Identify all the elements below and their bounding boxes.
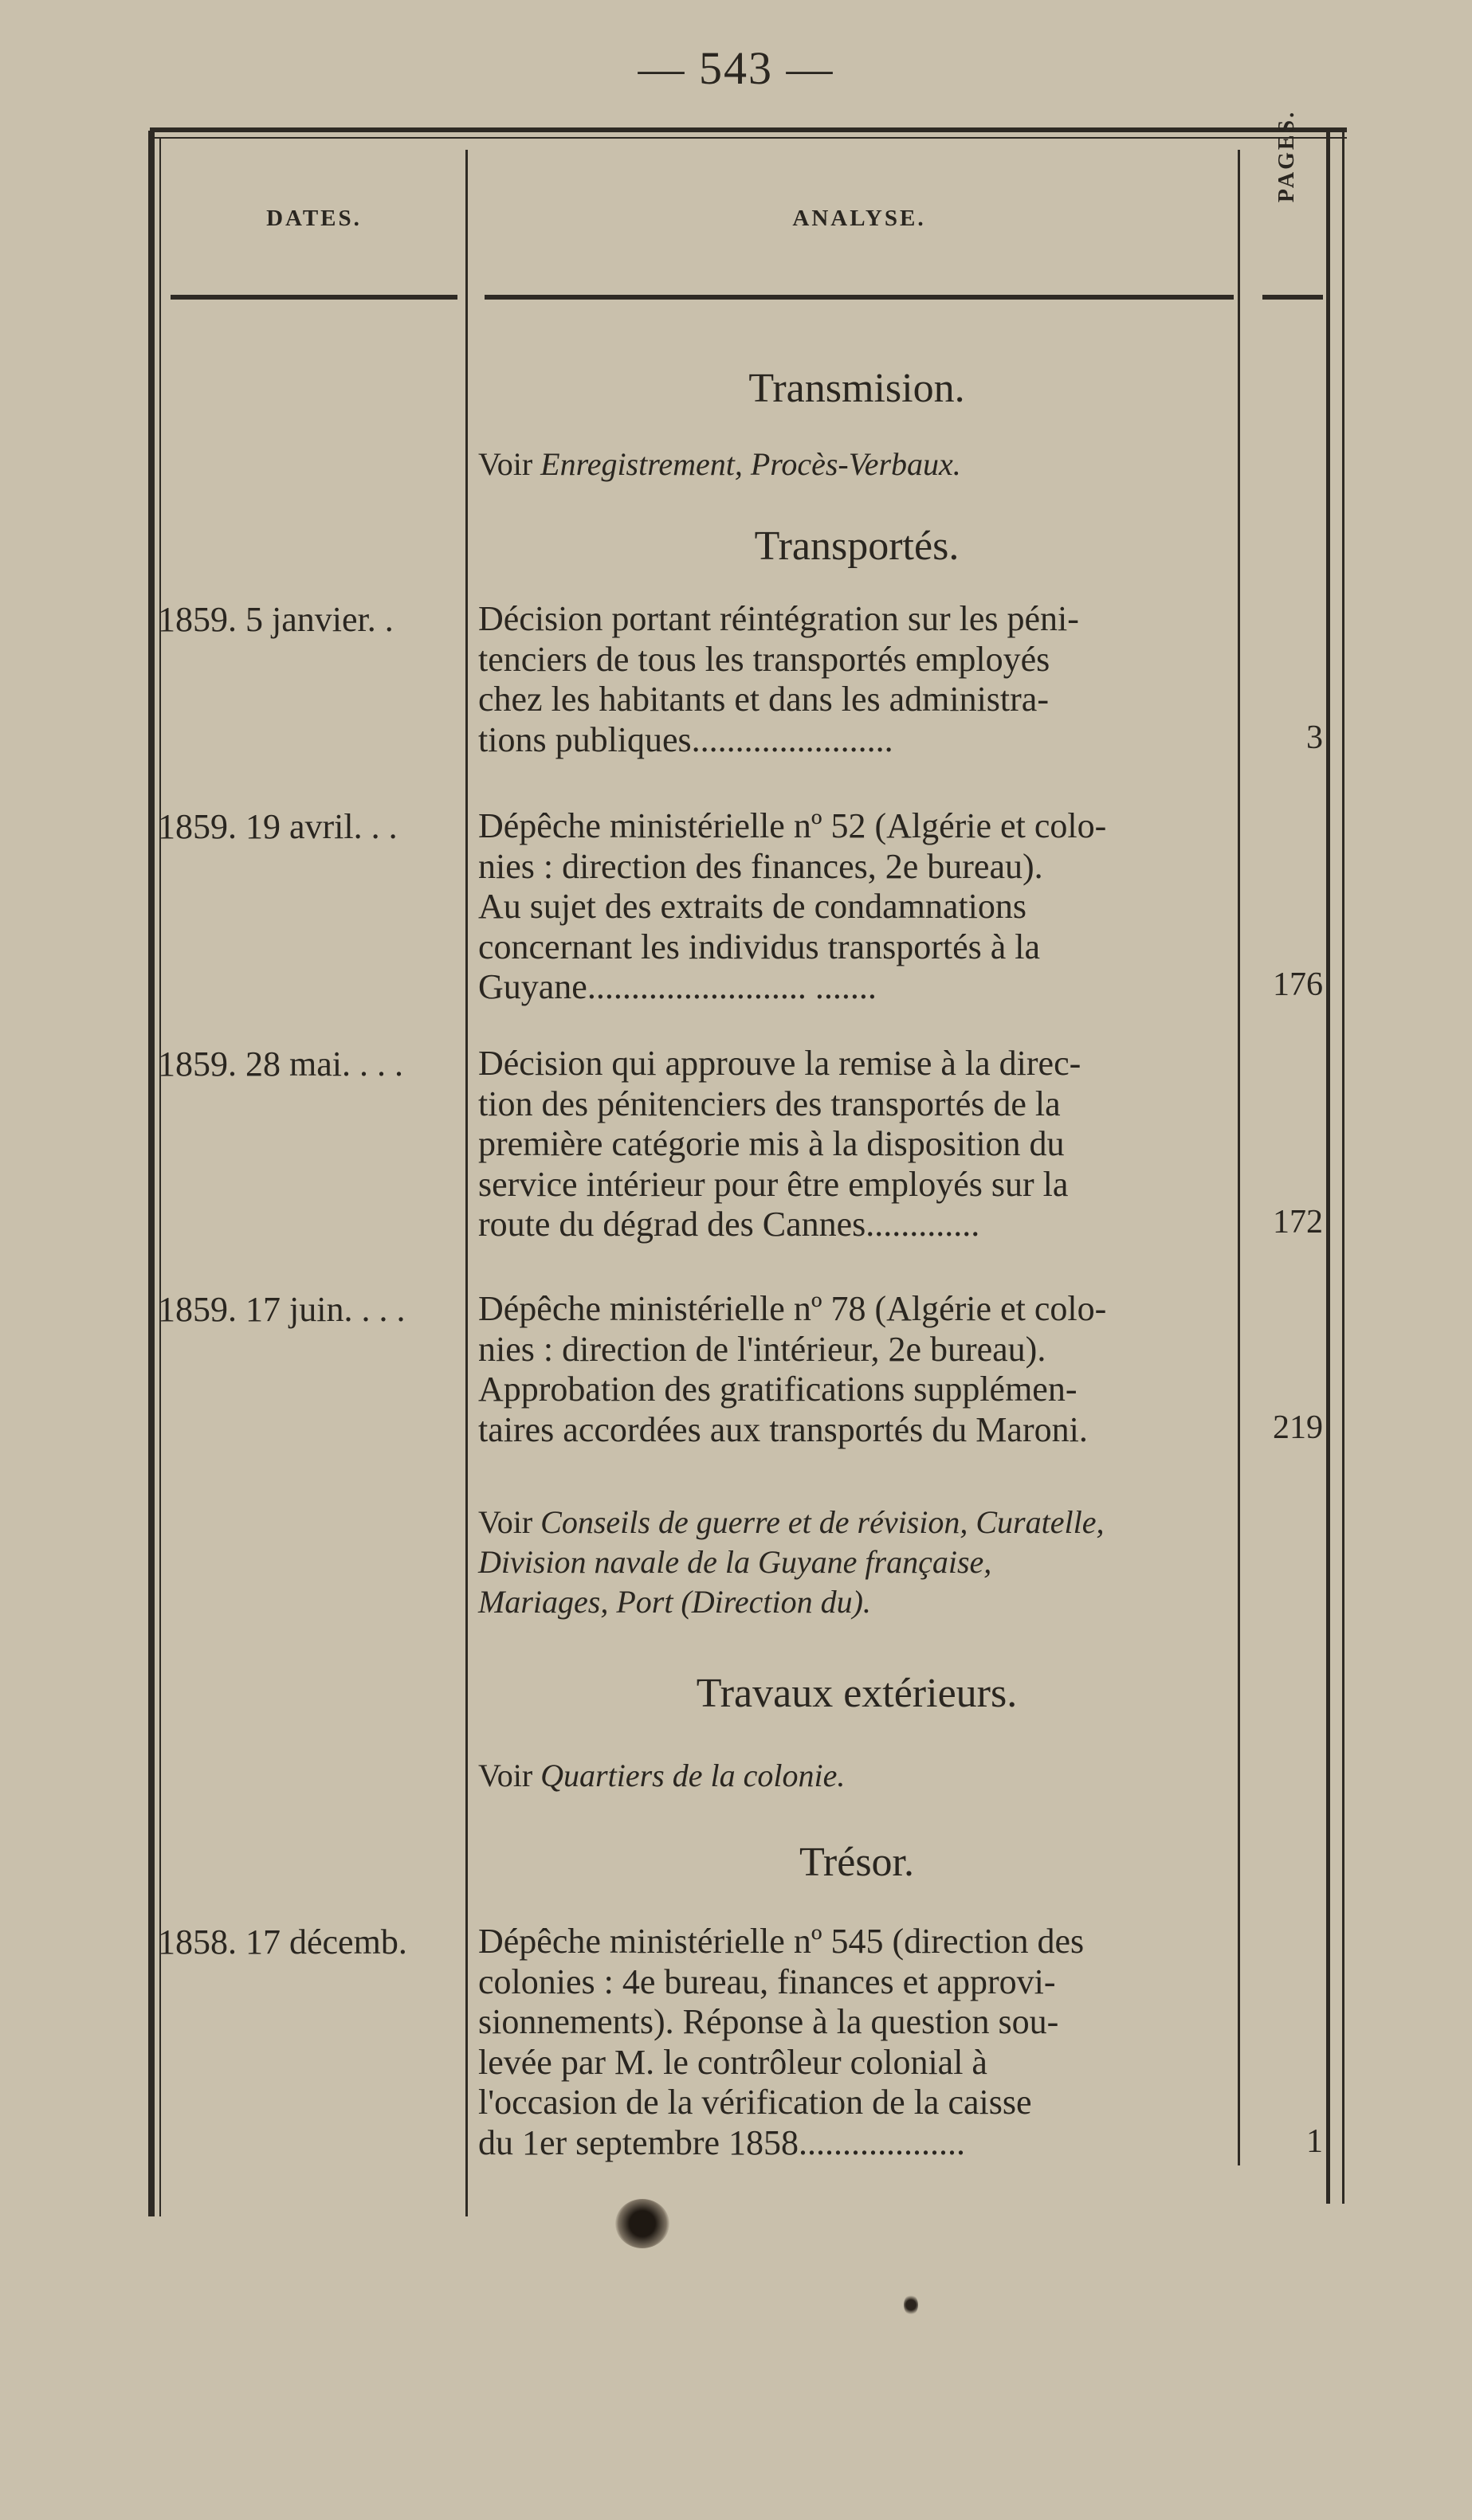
entry-line: colonies : 4e bureau, finances et approvi- — [478, 1962, 1056, 2001]
entry-page: 1 — [1306, 2123, 1323, 2160]
entry-date: 1859. 5 janvier. . — [158, 600, 394, 639]
entry-text — [478, 1922, 1234, 2163]
entry-line: sionnements). Réponse à la question sou- — [478, 2002, 1059, 2041]
table-top-rule — [150, 127, 1347, 132]
entry-text — [478, 599, 1234, 760]
entry-date: 1859. 28 mai. . . . — [158, 1044, 403, 1084]
entry-line: nies : direction de l'intérieur, 2e bureau). — [478, 1329, 1046, 1369]
see-prefix: Voir — [478, 1504, 533, 1540]
header-rule-dates — [171, 295, 457, 300]
entry-line: concernant les individus transportés à la — [478, 927, 1041, 966]
entry-page: 3 — [1306, 719, 1323, 756]
section-title-transportes: Transportés. — [754, 523, 960, 569]
entry-line: service intérieur pour être employés sur la — [478, 1164, 1069, 1204]
entry-page: 176 — [1273, 966, 1323, 1003]
see-reference-line: Conseils de guerre et de révision, Curatelle, — [540, 1504, 1105, 1540]
entry-line: taires accordées aux transportés du Maroni. — [478, 1409, 1088, 1449]
see-also-travaux — [478, 1756, 1239, 1796]
see-references: Quartiers de la colonie. — [540, 1758, 846, 1793]
see-also-transmision — [478, 445, 1239, 484]
page-number: — 543 — — [638, 42, 834, 94]
table-left-border-inner — [159, 137, 161, 2216]
header-rule-pages — [1262, 295, 1323, 300]
entry-line: tenciers de tous les transportés employés — [478, 639, 1050, 679]
entry-line: Décision portant réintégration sur les péni- — [478, 599, 1079, 638]
see-also-transportes — [478, 1503, 1239, 1622]
see-reference-line: Mariages, Port (Direction du). — [478, 1584, 871, 1620]
entry-line: Dépêche ministérielle nº 78 (Algérie et colo- — [478, 1289, 1107, 1328]
table-right-border — [1326, 131, 1330, 2204]
column-divider-dates — [465, 150, 468, 2216]
entry-line: route du dégrad des Cannes............. — [478, 1205, 980, 1244]
entry-line: nies : direction des finances, 2e bureau). — [478, 846, 1043, 886]
entry-page: 172 — [1273, 1204, 1323, 1240]
entry-line: du 1er septembre 1858................... — [478, 2122, 965, 2162]
entry-text — [478, 1289, 1234, 1450]
entry-text — [478, 806, 1234, 1008]
entry-date: 1859. 19 avril. . . — [158, 807, 398, 846]
entry-line: Dépêche ministérielle nº 545 (direction des — [478, 1922, 1085, 1961]
see-reference-line: Division navale de la Guyane française, — [478, 1544, 992, 1580]
header-dates: DATES. — [266, 206, 362, 231]
section-title-transmision: Transmision. — [748, 366, 965, 411]
table-left-border — [148, 131, 155, 2216]
entry-line: Au sujet des extraits de condamnations — [478, 887, 1026, 926]
entry-line: chez les habitants et dans les administra- — [478, 680, 1049, 719]
section-title-tresor: Trésor. — [799, 1840, 914, 1885]
table-right-border-outer — [1342, 131, 1344, 2204]
ink-dot — [904, 2295, 918, 2315]
entry-date: 1858. 17 décemb. — [158, 1922, 407, 1962]
table-top-rule-thin — [150, 137, 1347, 139]
entry-line: première catégorie mis à la disposition du — [478, 1124, 1065, 1163]
see-references: Enregistrement, Procès-Verbaux. — [540, 446, 961, 482]
section-title-travaux-exterieurs: Travaux extérieurs. — [696, 1671, 1018, 1716]
see-prefix: Voir — [478, 446, 533, 482]
header-pages: PAGES. — [1274, 109, 1299, 203]
entry-date: 1859. 17 juin. . . . — [158, 1290, 406, 1329]
entry-page: 219 — [1273, 1409, 1323, 1446]
entry-line: tion des pénitenciers des transportés de la — [478, 1084, 1061, 1123]
header-rule-analyse — [485, 295, 1234, 300]
see-prefix: Voir — [478, 1758, 533, 1793]
ink-blot — [615, 2199, 669, 2248]
entry-line: l'occasion de la vérification de la caisse — [478, 2083, 1032, 2122]
entry-text — [478, 1044, 1234, 1245]
entry-line: Décision qui approuve la remise à la direc- — [478, 1044, 1081, 1083]
header-analyse: ANALYSE. — [792, 206, 926, 231]
entry-line: Approbation des gratifications supplémen- — [478, 1370, 1078, 1409]
entry-line: Dépêche ministérielle nº 52 (Algérie et colo- — [478, 806, 1107, 845]
entry-line: tions publiques....................... — [478, 719, 893, 759]
entry-line: levée par M. le contrôleur colonial à — [478, 2042, 987, 2082]
entry-line: Guyane......................... ....... — [478, 967, 877, 1006]
